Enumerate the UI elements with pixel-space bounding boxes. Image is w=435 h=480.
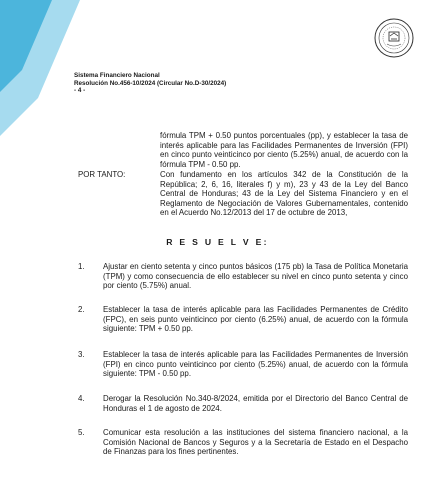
resolution-item: Establecer la tasa de interés aplicable para las Facilidades Permanentes de Crédito (FPC), en seis punto veinticinco por ciento (6.25%) anual, de acuerdo con la fórmula siguiente: TPM + 0.50 pp. — [103, 305, 408, 333]
header-institution: Sistema Financiero Nacional — [74, 72, 160, 79]
item-number: 3. — [78, 350, 85, 359]
seal-icon — [374, 18, 414, 58]
resolution-item: Comunicar esta resolución a las instituciones del sistema financiero nacional, a la Comisión Nacional de Bancos y Seguros y a la Secretaría de Estado en el Despacho de Finanzas para los fines pertinentes. — [103, 428, 408, 456]
resolution-item: Ajustar en ciento setenta y cinco puntos básicos (175 pb) la Tasa de Política Monetaria (TPM) y como consecuencia de ello establecer su nivel en cinco punto setenta y cinco por ciento (5.75%) anual. — [103, 262, 408, 290]
continuation-paragraph: fórmula TPM + 0.50 puntos porcentuales (pp), y establecer la tasa de interés aplicable para las Facilidades Permanentes de Inversión (FPI) en cinco punto veinticinco por ciento (5.25%) anual, de acuerdo con la fórmula TPM - 0.50 pp. — [160, 131, 408, 169]
corner-decoration — [0, 0, 100, 140]
item-number: 2. — [78, 305, 85, 314]
resolution-item: Establecer la tasa de interés aplicable para las Facilidades Permanentes de Inversión (FPI) en cinco punto veinticinco por ciento (5.25%) anual, de acuerdo con la fórmula siguiente: TPM - 0.50 pp. — [103, 350, 408, 378]
resolution-item: Derogar la Resolución No.340-8/2024, emitida por el Directorio del Banco Central de Honduras el 1 de agosto de 2024. — [103, 394, 408, 413]
item-number: 5. — [78, 428, 85, 437]
por-tanto-paragraph: Con fundamento en los artículos 342 de la Constitución de la República; 2, 6, 16, literales f) y m), 23 y 43 de la Ley del Banco Central de Honduras; 43 de la Ley del Sistema Financiero y en el Reglamento de Negociación de Valores Gubernamentales, contenido en el Acuerdo No.12/2013 del 17 de octubre de 2013, — [160, 170, 408, 217]
item-number: 1. — [78, 262, 85, 271]
item-number: 4. — [78, 394, 85, 403]
resuelve-heading: R E S U E L V E: — [166, 237, 269, 247]
document-header — [74, 72, 226, 95]
header-resolution: Resolución No.456-10/2024 (Circular No.D-30/2024) — [74, 79, 227, 87]
page-number: - 4 - — [74, 87, 86, 95]
por-tanto-label: POR TANTO: — [78, 170, 126, 179]
